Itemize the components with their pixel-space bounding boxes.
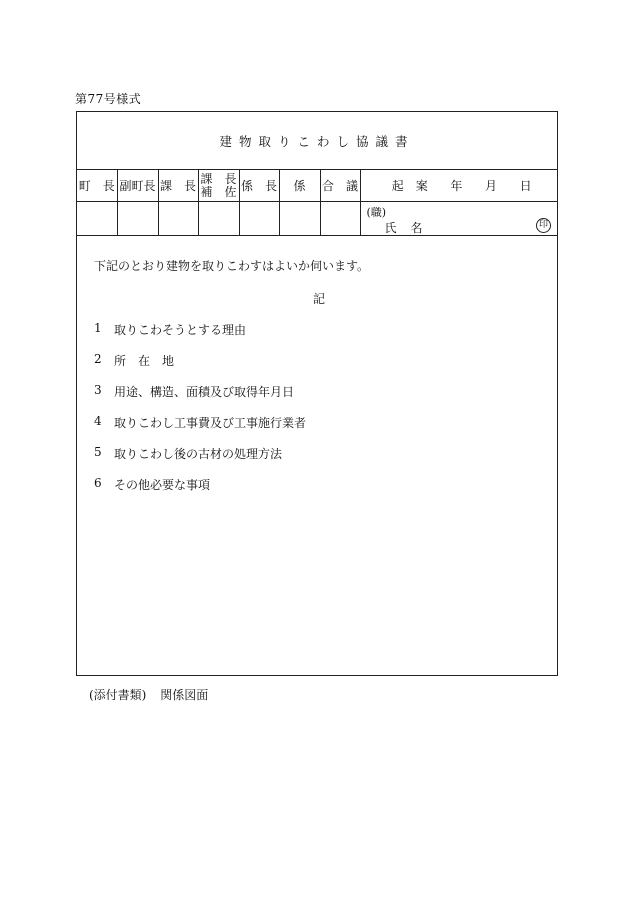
year-label: 年 (450, 179, 463, 193)
post-label: (職) (366, 206, 387, 219)
list-item (94, 352, 306, 383)
approval-header-row (77, 170, 557, 202)
approval-stamp-row (77, 202, 557, 236)
item-number: 6 (94, 476, 102, 490)
item-number: 4 (94, 414, 102, 428)
item-text: 取りこわし後の古材の処理方法 (114, 447, 283, 461)
month-label: 月 (485, 179, 498, 193)
day-label: 日 (519, 179, 532, 193)
list-item (94, 445, 306, 476)
list-item (94, 383, 306, 414)
stamp-cell-consultation[interactable] (320, 202, 360, 236)
attachment-note (89, 686, 208, 703)
item-number: 3 (94, 383, 102, 397)
stamp-cell-chief[interactable] (77, 202, 117, 236)
header-deputy-chief: 副町長 (117, 170, 158, 202)
draft-label: 起 案 (391, 179, 428, 193)
header-draft-date (360, 170, 557, 202)
stamp-cell-staff[interactable] (279, 202, 320, 236)
ki-label: 記 (313, 292, 326, 306)
name-label: 氏名 (384, 221, 437, 235)
header-chief: 町 長 (77, 170, 117, 202)
item-number: 2 (94, 352, 102, 366)
header-staff: 係 (279, 170, 320, 202)
consultation-form (76, 111, 558, 676)
header-assistant-chief (198, 170, 239, 202)
stamp-cell-assistant-chief[interactable] (198, 202, 239, 236)
attachment-label: (添付書類) (89, 688, 147, 702)
form-title-row (77, 112, 557, 170)
form-number: 第77号様式 (75, 92, 142, 106)
header-assistant-chief-line1: 課 長 (200, 171, 237, 186)
item-number: 1 (94, 321, 102, 335)
attachment-value: 関係図面 (160, 688, 209, 702)
approval-table (77, 170, 557, 236)
intro-text: 下記のとおり建物を取りこわすはよいか伺います。 (94, 259, 370, 273)
signer-cell[interactable] (360, 202, 557, 236)
header-unit-chief: 係 長 (239, 170, 279, 202)
item-list (94, 321, 306, 507)
stamp-cell-section-chief[interactable] (158, 202, 198, 236)
list-item (94, 414, 306, 445)
item-text: その他必要な事項 (114, 478, 211, 492)
seal-icon: 印 (536, 218, 551, 233)
stamp-cell-deputy-chief[interactable] (117, 202, 158, 236)
stamp-cell-unit-chief[interactable] (239, 202, 279, 236)
header-consultation: 合 議 (320, 170, 360, 202)
form-title: 建物取りこわし協議書 (219, 133, 415, 149)
header-section-chief: 課 長 (158, 170, 198, 202)
item-text: 所 在 地 (114, 354, 175, 368)
list-item (94, 321, 306, 352)
item-text: 取りこわそうとする理由 (114, 323, 247, 337)
header-assistant-chief-line2: 補 佐 (200, 184, 237, 199)
item-text: 用途、構造、面積及び取得年月日 (114, 385, 295, 399)
item-text: 取りこわし工事費及び工事施行業者 (114, 416, 307, 430)
list-item (94, 476, 306, 507)
item-number: 5 (94, 445, 102, 459)
